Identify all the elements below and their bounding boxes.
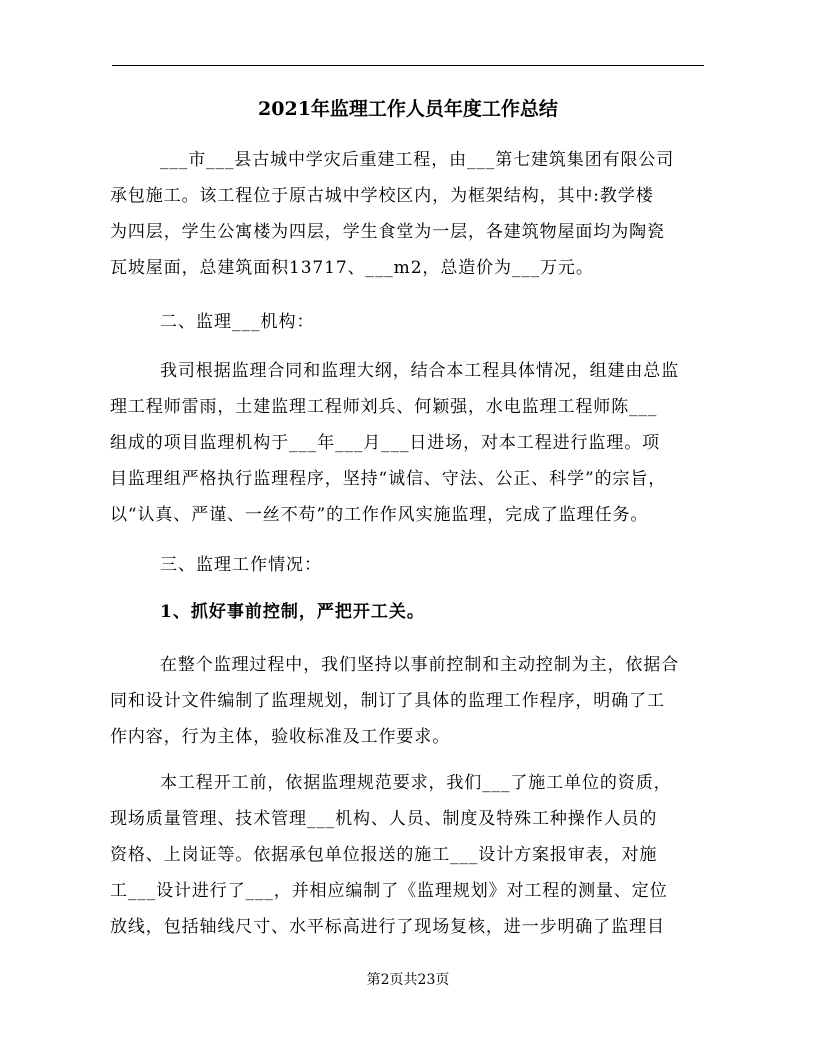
section-heading-2: 二、监理___机构：	[160, 312, 315, 332]
text-line: 资格、上岗证等。依据承包单位报送的施工___设计方案报审表，对施	[110, 845, 658, 865]
text-line: 目监理组严格执行监理程序，坚持“诚信、守法、公正、科学”的宗旨，	[110, 469, 667, 489]
subsection-heading-3-1: 1、抓好事前控制，严把开工关。	[160, 602, 425, 622]
text-line: 瓦坡屋面，总建筑面积13717、___m2，总造价为___万元。	[110, 258, 594, 278]
text-line: 组成的项目监理机构于___年___月___日进场，对本工程进行监理。项	[110, 433, 660, 453]
text-line: 承包施工。该工程位于原古城中学校区内，为框架结构，其中:教学楼	[110, 186, 654, 206]
document-title: 2021年监理工作人员年度工作总结	[258, 98, 558, 120]
paragraph-supervision-organization	[110, 353, 700, 533]
text-line: 同和设计文件编制了监理规划，制订了具体的监理工作程序，明确了工	[110, 691, 665, 711]
page-number: 第2页共23页	[366, 972, 450, 988]
paragraph-before-construction	[110, 765, 700, 945]
text-line: 理工程师雷雨，土建监理工程师刘兵、何颖强，水电监理工程师陈___	[110, 397, 658, 417]
paragraph-project-overview	[110, 142, 700, 286]
text-line: 放线，包括轴线尺寸、水平标高进行了现场复核，进一步明确了监理目	[110, 917, 665, 937]
text-line: 工___设计进行了___，并相应编制了《监理规划》对工程的测量、定位	[110, 881, 668, 901]
text-line: ___市___县古城中学灾后重建工程，由___第七建筑集团有限公司	[160, 150, 675, 170]
paragraph-prior-control	[110, 647, 700, 755]
header-rule	[112, 65, 704, 66]
text-line: 作内容，行为主体，验收标准及工作要求。	[110, 727, 451, 747]
text-line: 在整个监理过程中，我们坚持以事前控制和主动控制为主，依据合	[160, 655, 680, 675]
text-line: 为四层，学生公寓楼为四层，学生食堂为一层，各建筑物屋面均为陶瓷	[110, 222, 665, 242]
text-line: 以“认真、严谨、一丝不苟”的工作作风实施监理，完成了监理任务。	[110, 505, 649, 525]
text-line: 本工程开工前，依据监理规范要求，我们___了施工单位的资质，	[160, 773, 672, 793]
section-heading-3: 三、监理工作情况：	[160, 555, 322, 575]
text-line: 现场质量管理、技术管理___机构、人员、制度及特殊工种操作人员的	[110, 809, 658, 829]
text-line: 我司根据监理合同和监理大纲，结合本工程具体情况，组建由总监	[160, 361, 680, 381]
